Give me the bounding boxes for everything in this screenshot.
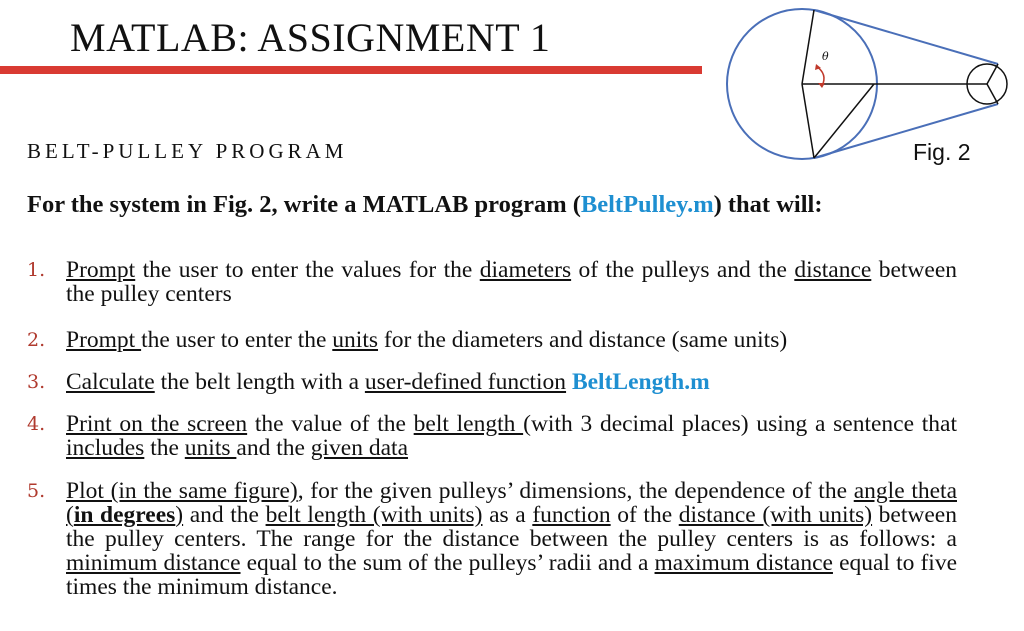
list-item: 3. Calculate the belt length with a user-defined function BeltLength.m [27,369,710,395]
section-subtitle: BELT-PULLEY PROGRAM [27,139,348,163]
title-underline-bar [0,66,702,74]
small-radius-top [987,64,998,84]
large-radius-bottom [802,84,814,158]
intro-paragraph [27,193,957,216]
item-number: 1. [27,259,46,281]
list-item: 1. Prompt the user to enter the values for the diameters of the pulleys and the distance between the pulley centers [27,257,958,307]
item-number: 2. [27,329,46,351]
list-item: 5. Plot (in the same figure), for the given pulleys’ dimensions, the dependence of the angle theta (in degrees) and the belt length (with units) as a function of the distance (with units) between the pulley centers. The range for the distance between the pulley centers is as follows: a minimum distance equal to the sum of the pulleys’ radii and a maximum distance equal to five times the minimum distance. [27,478,958,600]
theta-arrow-bottom [818,83,825,88]
list-item: 2. Prompt the user to enter the units for the diameters and distance (same units) [27,327,788,353]
intro-suffix: ) that will: [713,191,823,218]
item-number: 4. [27,413,46,435]
item-number: 3. [27,371,46,393]
belt-top-line [814,10,998,64]
program-filename: BeltPulley.m [580,191,714,218]
belt-pulley-figure [718,0,1018,170]
small-radius-bottom [987,84,998,104]
page-title: MATLAB: ASSIGNMENT 1 [70,15,551,60]
theta-label: θ [822,50,829,63]
intro-prefix: For the system in Fig. 2, write a MATLAB program ( [27,191,581,218]
large-radius-top [802,10,814,84]
function-filename: BeltLength.m [571,369,710,395]
list-item: 4. Print on the screen the value of the belt length (with 3 decimal places) using a sentence that includes the units and the given data [27,411,958,461]
figure-label: Fig. 2 [913,139,971,165]
item-number: 5. [27,480,46,502]
